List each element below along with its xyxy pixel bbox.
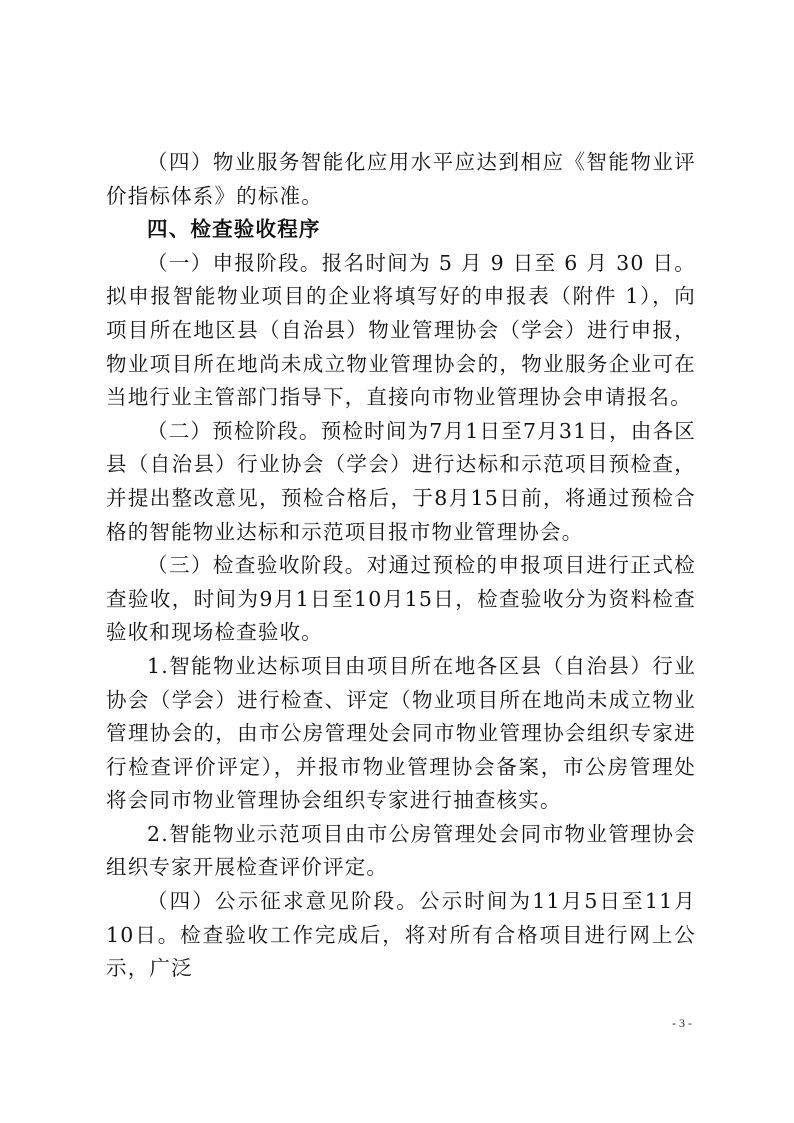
paragraph-standard-project-review: 1.智能物业达标项目由项目所在地各区县（自治县）行业协会（学会）进行检查、评定（物业项目所在地尚未成立物业管理协会的，由市公房管理处会同市物业管理协会组织专家进行检查评价评定），并报市物业管理协会备案，市公房管理处将会同市物业管理协会组织专家进行抽查核实。	[106, 653, 696, 813]
paragraph-inspection-stage: （三）检查验收阶段。对通过预检的申报项目进行正式检查验收，时间为9月1日至10月15日，检查验收分为资料检查验收和现场检查验收。	[106, 553, 696, 645]
paragraph-smart-standard: （四）物业服务智能化应用水平应达到相应《智能物业评价指标体系》的标准。	[106, 150, 696, 208]
paragraph-precheck-stage: （二）预检阶段。预检时间为7月1日至7月31日，由各区县（自治县）行业协会（学会）进行达标和示范项目预检查，并提出整改意见，预检合格后，于8月15日前，将通过预检合格的智能物业达标和示范项目报市物业管理协会。	[106, 418, 696, 544]
paragraph-public-notice-stage: （四）公示征求意见阶段。公示时间为11月5日至11月10日。检查验收工作完成后，将对所有合格项目进行网上公示，广泛	[106, 889, 696, 981]
document-body	[106, 146, 696, 986]
paragraph-demo-project-review: 2.智能物业示范项目由市公房管理处会同市物业管理协会组织专家开展检查评价评定。	[106, 821, 696, 880]
section-heading-inspection-procedure: 四、检查验收程序	[147, 217, 321, 242]
paragraph-application-stage: （一）申报阶段。报名时间为 5 月 9 日至 6 月 30 日。拟申报智能物业项目的企业将填写好的申报表（附件 1），向项目所在地区县（自治县）物业管理协会（学会）进行申报，物业项目所在地尚未成立物业管理协会的，物业服务企业可在当地行业主管部门指导下，直接向市物业管理协会申请报名。	[106, 250, 696, 410]
page-number: - 3 -	[672, 1016, 692, 1030]
